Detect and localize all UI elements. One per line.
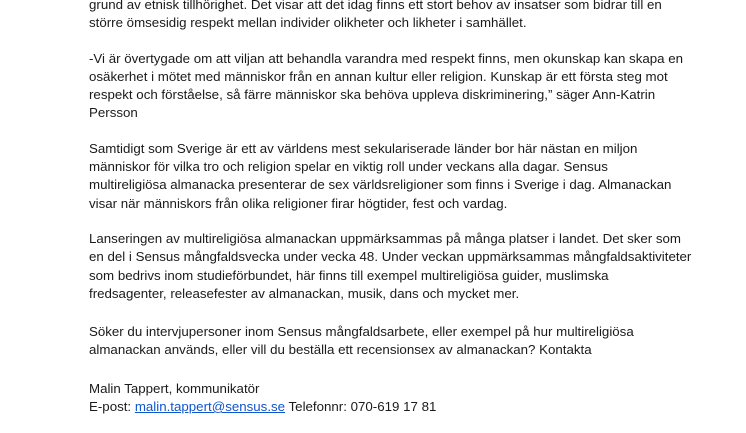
text-line: multireligiösa almanacka presenterar de sex världsreligioner som finns i Sverige i dag. Almanackan bbox=[89, 177, 672, 193]
contact-details bbox=[89, 398, 689, 416]
paragraph-intro bbox=[89, 0, 689, 33]
text-line: -Vi är övertygade om att viljan att behandla varandra med respekt finns, men okunskap kan skapa en bbox=[89, 50, 684, 66]
text-line: Persson bbox=[89, 105, 138, 121]
email-label: E-post: bbox=[89, 399, 132, 415]
text-line: almanackan används, eller vill du beställa ett recensionsex av almanackan? Kontakta bbox=[89, 342, 592, 358]
paragraph-secular bbox=[89, 140, 689, 213]
text-line: Lanseringen av multireligiösa almanackan uppmärksammas på många platser i landet. Det sker som bbox=[89, 230, 681, 246]
email-link[interactable]: malin.tappert@sensus.se bbox=[134, 399, 286, 415]
text-line: Söker du intervjupersoner inom Sensus mångfaldsarbete, eller exempel på hur multireligiösa bbox=[89, 324, 634, 340]
text-line: Samtidigt som Sverige är ett av världens mest sekulariserade länder bor här nästan en miljon bbox=[89, 140, 638, 156]
text-line: fredsagenter, releasefester av almanackan, musik, dans och mycket mer. bbox=[89, 285, 520, 301]
contact-name: Malin Tappert, kommunikatör bbox=[89, 380, 260, 396]
text-line: större ömsesidig respekt mellan individer olikheter och likheter i samhället. bbox=[89, 15, 527, 31]
text-line: människor för vilka tro och religion spelar en viktig roll under veckans alla dagar. Sensus bbox=[89, 159, 608, 175]
paragraph-quote bbox=[89, 50, 689, 123]
text-line: som bedrivs inom studieförbundet, här finns till exempel multireligiösa guider, muslimska bbox=[89, 267, 609, 283]
text-line: en del i Sensus mångfaldsvecka under vecka 48. Under veckan uppmärksammas mångfaldsaktiviteter bbox=[89, 249, 692, 265]
text-line: visar när människors från olika religioner firar högtider, fest och vardag. bbox=[89, 195, 508, 211]
phone-label: Telefonnr: 070-619 17 81 bbox=[288, 399, 437, 415]
text-line: respekt och förståelse, så färre människor ska behöva uppleva diskriminering,” säger Ann-Katrin bbox=[89, 87, 656, 103]
text-line: osäkerhet i mötet med människor från en annan kultur eller religion. Kunskap är ett första steg mot bbox=[89, 68, 668, 84]
paragraph-contact-request bbox=[89, 323, 689, 360]
document-body bbox=[89, 0, 692, 433]
text-line: grund av etnisk tillhörighet. Det visar att det idag finns ett stort behov av insatser som bidrar till en bbox=[89, 0, 662, 12]
paragraph-launch bbox=[89, 230, 692, 303]
contact-block bbox=[89, 380, 689, 417]
